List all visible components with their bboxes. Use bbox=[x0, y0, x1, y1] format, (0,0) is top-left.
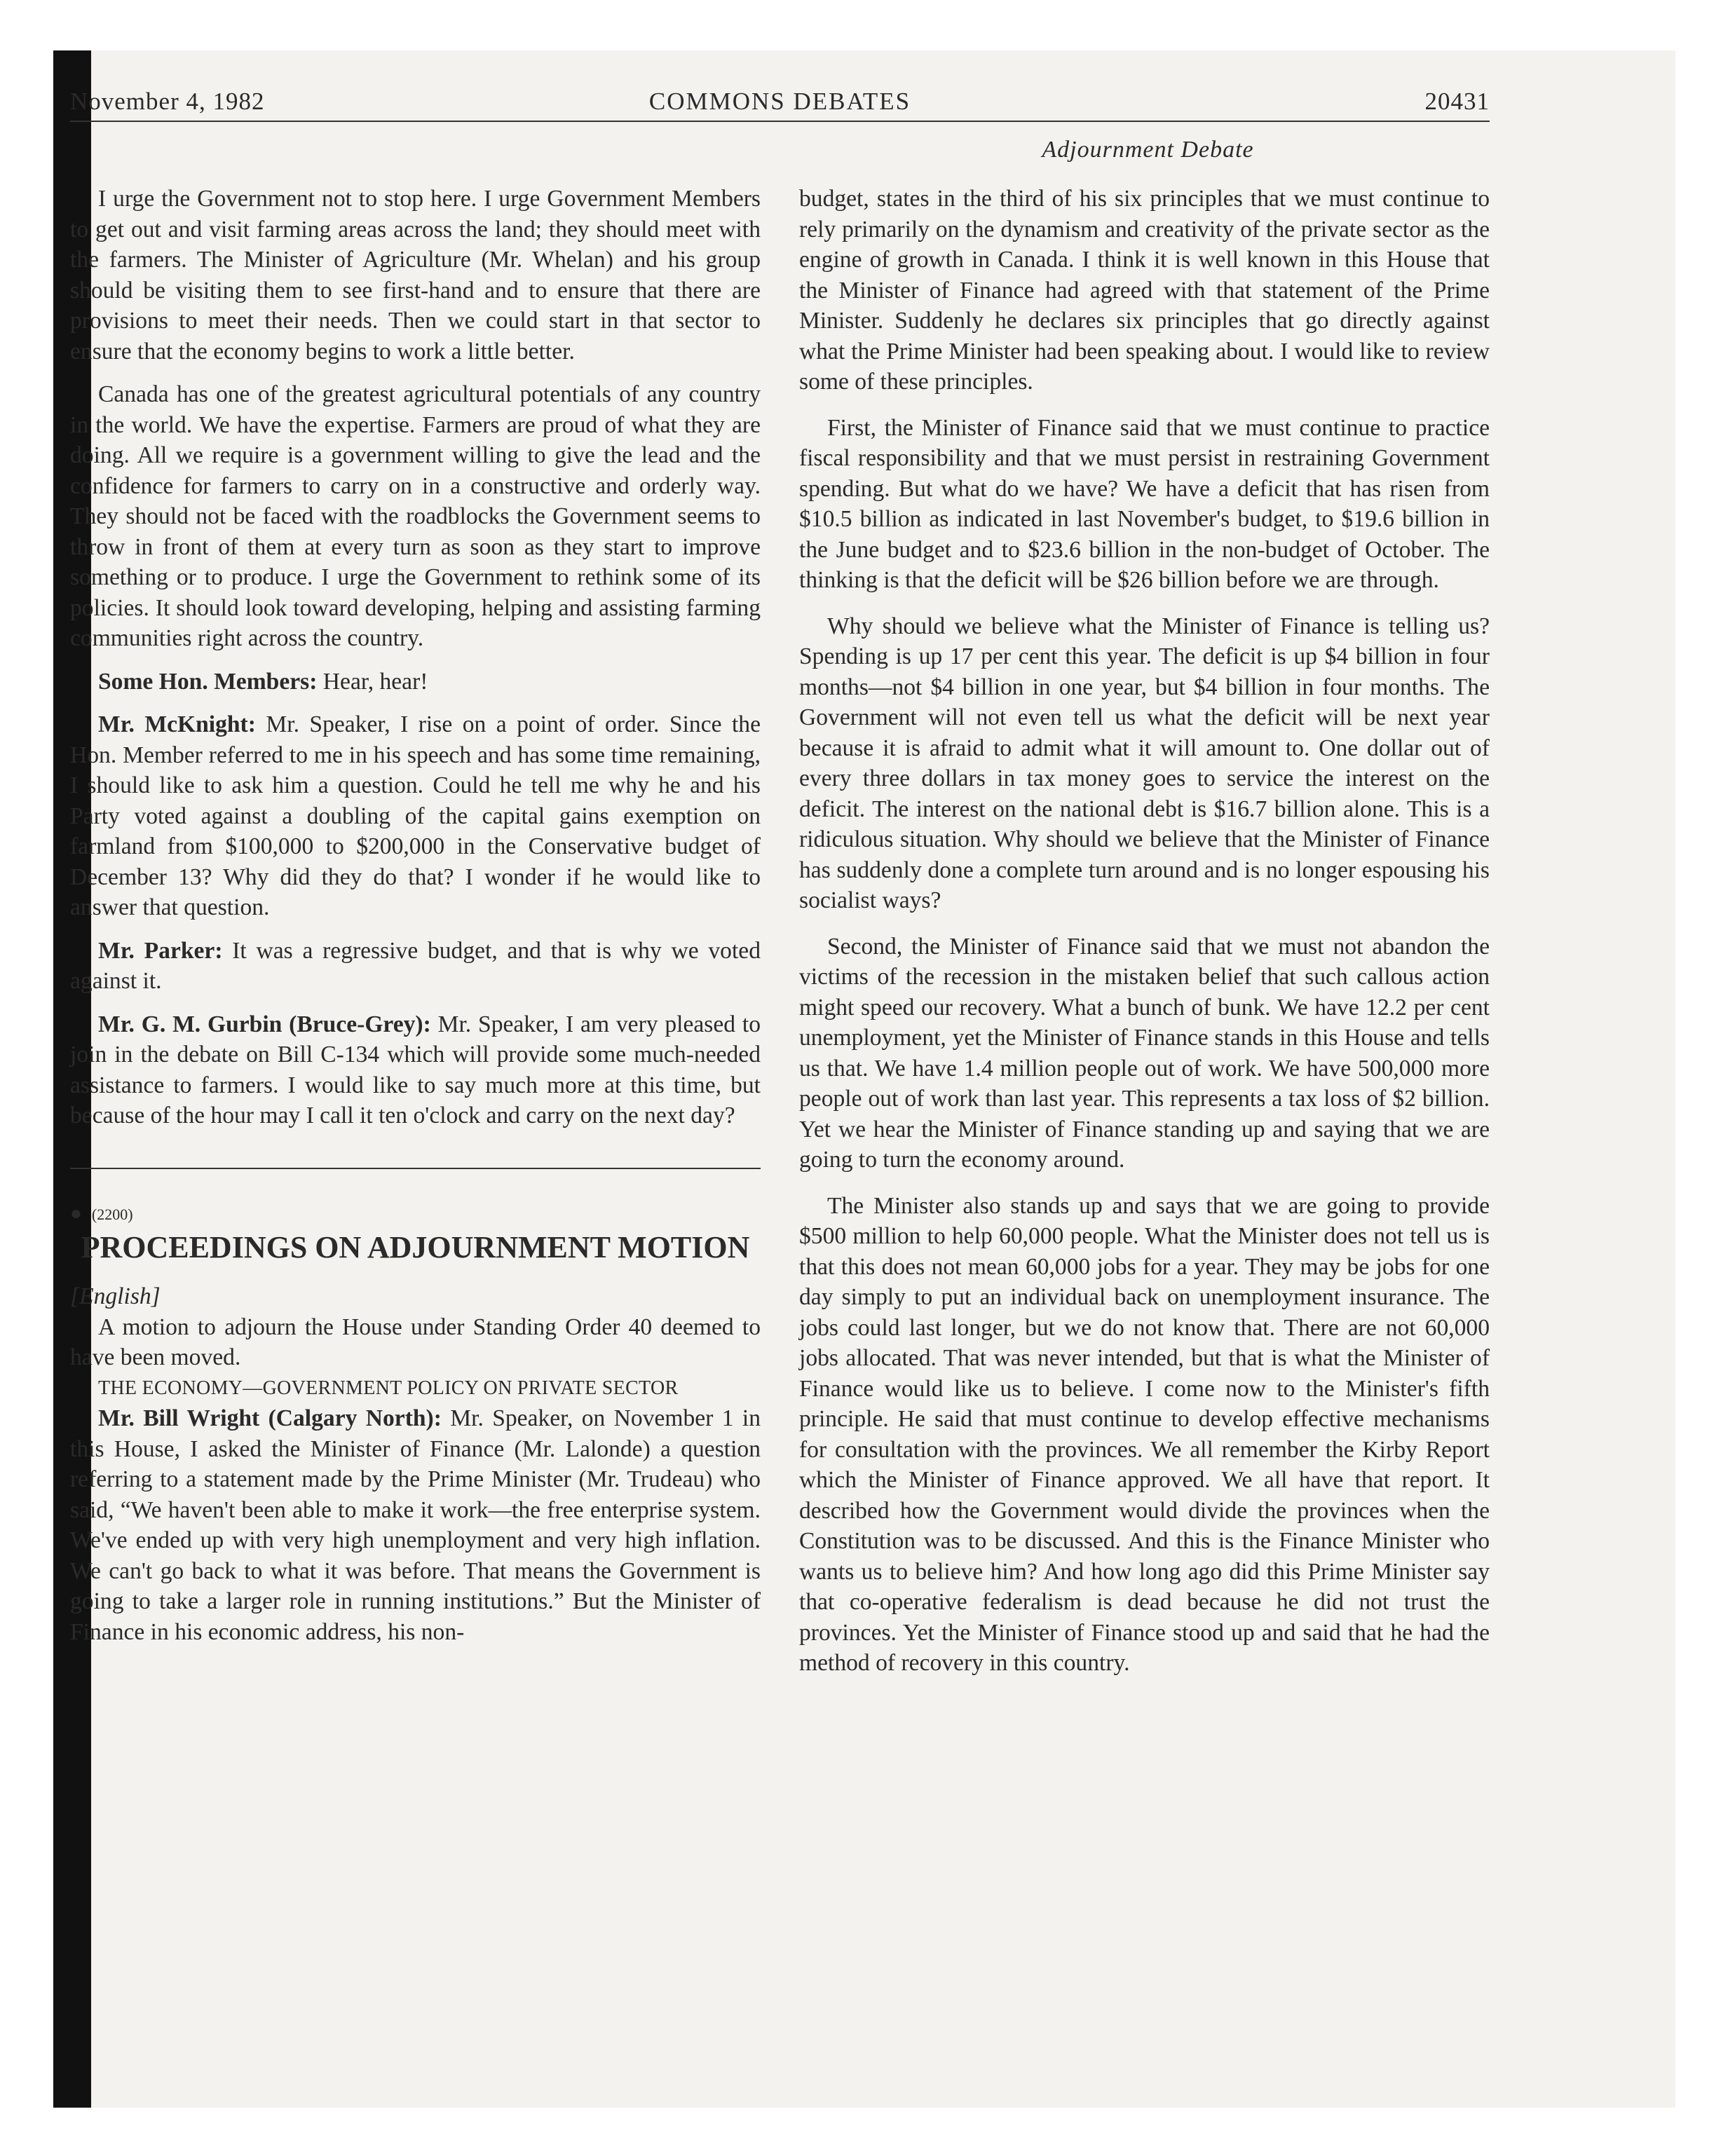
right-column bbox=[799, 184, 1490, 1679]
timestamp-text: (2200) bbox=[91, 1205, 133, 1223]
speech bbox=[70, 667, 761, 697]
speech bbox=[70, 1009, 761, 1131]
paragraph: Why should we believe what the Minister of Finance is telling us? Spending is up 17 per cent this year. The deficit is up $4 billion in four months—not $4 billion in one year, but $4 billion in four months. The Government will not even tell us what the deficit will be next year because it is afraid to admit what it will amount to. One dollar out of every three dollars in tax money goes to service the interest on the deficit. The interest on the national debt is $16.7 billion alone. This is a ridiculous situation. Why should we believe that the Minister of Finance has suddenly done a complete turn around and is no longer espousing his socialist ways? bbox=[799, 613, 1490, 913]
header-title: COMMONS DEBATES bbox=[648, 88, 911, 115]
timestamp bbox=[70, 1199, 761, 1230]
speech bbox=[70, 709, 761, 923]
header-date: November 4, 1982 bbox=[70, 88, 265, 115]
paragraph: First, the Minister of Finance said that we must continue to practice fiscal responsibility and that we must persist in restraining Government spending. But what do we have? We have a deficit that has risen from $10.5 billion as indicated in last November's budget, to $19.6 billion in the June budget and to $23.6 billion in the non-budget of October. The thinking is that the deficit will be $26 billion before we are through. bbox=[799, 414, 1490, 593]
speech-text: It was a regressive budget, and that is why we voted against it. bbox=[70, 937, 761, 994]
header-page-number: 20431 bbox=[1424, 88, 1490, 115]
section-tag: Adjournment Debate bbox=[1042, 137, 1254, 163]
speech-text: Mr. Speaker, on November 1 in this House, I asked the Minister of Finance (Mr. Lalonde) a question referring to a statement made by the Prime Minister (Mr. Trudeau) who said, “We haven't been able to make it work—the free enterprise system. We've ended up with very high unemployment and very high inflation. We can't go back to what it was before. That means the Government is going to take a larger role in running institutions.” But the Minister of Finance in his economic address, his non- bbox=[70, 1405, 761, 1645]
paragraph: A motion to adjourn the House under Standing Order 40 deemed to have been moved. bbox=[70, 1314, 761, 1370]
speaker-name: Mr. Bill Wright (Calgary North): bbox=[98, 1405, 442, 1431]
header-rule bbox=[70, 121, 1490, 122]
speech-text: Mr. Speaker, I am very pleased to join in the debate on Bill C-134 which will provide some much-needed assistance to farmers. I would like to say much more at this time, but because of the hour may I call it ten o'clock and carry on the next day? bbox=[70, 1011, 761, 1128]
subheading: THE ECONOMY—GOVERNMENT POLICY ON PRIVATE SECTOR bbox=[98, 1377, 679, 1399]
paragraph: Second, the Minister of Finance said that we must not abandon the victims of the recession in the mistaken belief that such callous action might speed our recovery. What a bunch of bunk. We have 12.2 per cent unemployment, yet the Minister of Finance stands in this House and tells us that. We have 1.4 million people out of work. We have 500,000 more people out of work than last year. This represents a tax loss of $2 billion. Yet we hear the Minister of Finance standing up and saying that we are going to turn the economy around. bbox=[799, 933, 1490, 1173]
speech-text: Mr. Speaker, I rise on a point of order. Since the Hon. Member referred to me in his speech and has some time remaining, I should like to ask him a question. Could he tell me why he and his Party voted against a doubling of the capital gains exemption on farmland from $100,000 to $200,000 in the Conservative budget of December 13? Why did they do that? I wonder if he would like to answer that question. bbox=[70, 711, 761, 920]
scan-margin bbox=[0, 0, 53, 2156]
speaker-name: Mr. G. M. Gurbin (Bruce-Grey): bbox=[98, 1011, 431, 1037]
language-marker: [English] bbox=[70, 1283, 161, 1309]
speaker-name: Mr. Parker: bbox=[98, 937, 223, 964]
speech-text: Hear, hear! bbox=[317, 668, 428, 695]
bullet-icon: ● bbox=[70, 1202, 82, 1224]
speaker-name: Mr. McKnight: bbox=[98, 711, 256, 737]
section-divider bbox=[70, 1168, 761, 1169]
page-header bbox=[70, 88, 1490, 130]
paragraph: Canada has one of the greatest agricultural potentials of any country in the world. We have the expertise. Farmers are proud of what they are doing. All we require is a government willing to give the lead and the confidence for farmers to carry on in a constructive and orderly way. They should not be faced with the roadblocks the Government seems to throw in front of them at every turn as soon as they start to improve something or to produce. I urge the Government to rethink some of its policies. It should look toward developing, helping and assisting farming communities right across the country. bbox=[70, 381, 761, 651]
speech bbox=[70, 936, 761, 997]
paragraph: The Minister also stands up and says that we are going to provide $500 million to help 60,000 people. What the Minister does not tell us is that this does not mean 60,000 jobs for a year. They may be jobs for one day simply to put an individual back on unemployment insurance. The jobs could last longer, but we do not know that. There are not 60,000 jobs allocated. That was never intended, but that is what the Minister of Finance would like us to believe. I come now to the Minister's fifth principle. He said that must continue to develop effective mechanisms for consultation with the provinces. We all remember the Kirby Report which the Minister of Finance approved. We all have that report. It described how the Government would divide the provinces when the Constitution was to be discussed. And this is the Finance Minister who wants us to believe him? And how long ago did this Prime Minister say that co-operative federalism is dead because he did not trust the provinces. Yet the Minister of Finance stood up and said that he had the method of recovery in this country. bbox=[799, 1192, 1490, 1676]
paragraph: budget, states in the third of his six principles that we must continue to rely primarily on the dynamism and creativity of the private sector as the engine of growth in Canada. I think it is well known in this House that the Minister of Finance had agreed with that statement of the Prime Minister. Suddenly he declares six principles that go directly against what the Prime Minister had been speaking about. I would like to review some of these principles. bbox=[799, 186, 1490, 395]
paragraph: I urge the Government not to stop here. I urge Government Members to get out and visit farming areas across the land; they should meet with the farmers. The Minister of Agriculture (Mr. Whelan) and his group should be visiting them to see first-hand and to ensure that there are provisions to meet their needs. Then we could start in that sector to ensure that the economy begins to work a little better. bbox=[70, 186, 761, 364]
left-column bbox=[70, 184, 761, 1647]
section-heading: PROCEEDINGS ON ADJOURNMENT MOTION bbox=[81, 1230, 750, 1264]
speech bbox=[70, 1403, 761, 1647]
speaker-name: Some Hon. Members: bbox=[98, 668, 318, 695]
